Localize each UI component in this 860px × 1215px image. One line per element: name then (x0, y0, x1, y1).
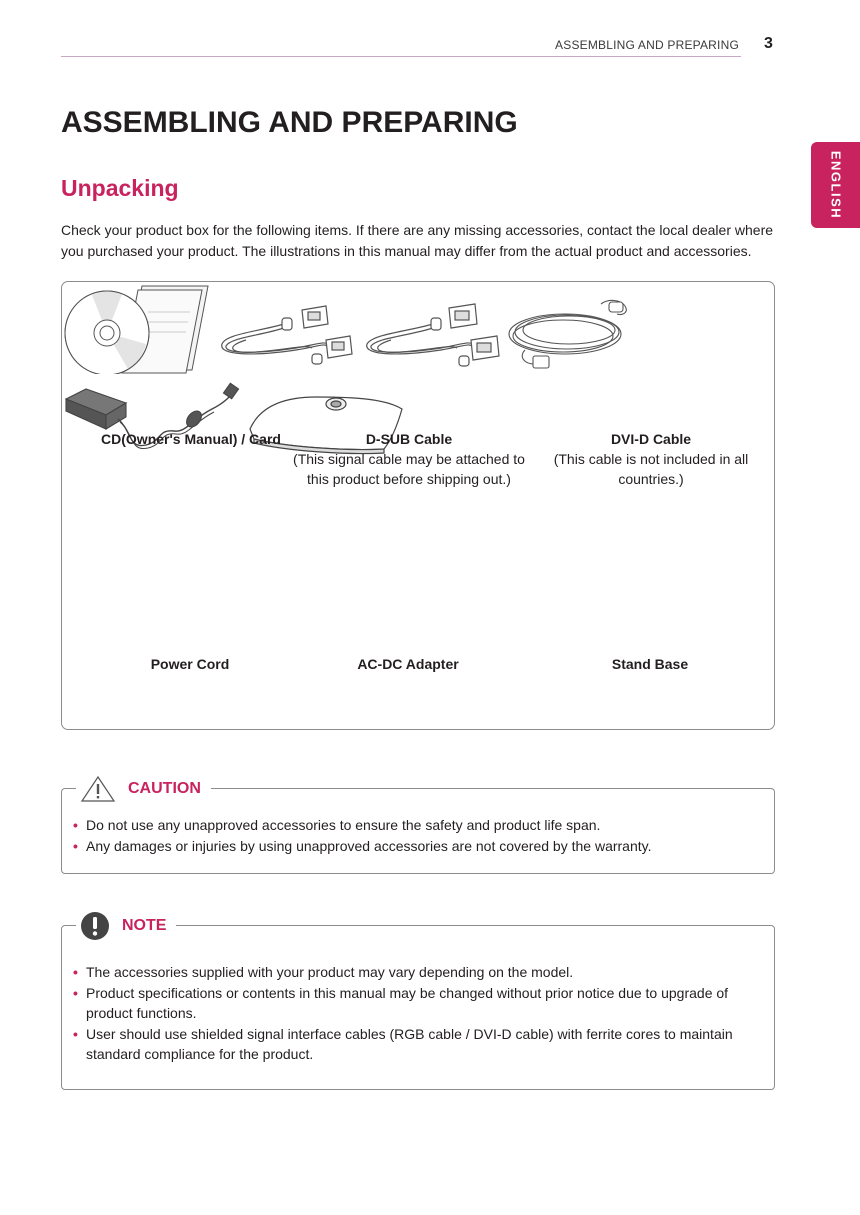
bullet-dot: • (73, 838, 78, 854)
items-box (61, 281, 775, 730)
language-tab-label: ENGLISH (828, 150, 843, 220)
intro-paragraph: Check your product box for the following items. If there are any missing accessories, contact the local dealer where you purchased your product. The illustrations in this manual may differ from the actual product and accessories. (61, 222, 774, 259)
list-item-text: The accessories supplied with your product may vary depending on the model. (86, 964, 574, 980)
item-power-cord (90, 654, 290, 674)
language-tab (811, 142, 860, 228)
item-dvi-cable (540, 429, 762, 489)
item-name: DVI-D Cable (610, 431, 692, 447)
item-name: Stand Base (611, 656, 689, 672)
dvi-cable-icon (361, 302, 501, 374)
item-name: AC-DC Adapter (357, 656, 459, 672)
page-title: ASSEMBLING AND PREPARING (61, 106, 518, 139)
warning-triangle-icon (80, 775, 116, 803)
item-name: Power Cord (150, 656, 230, 672)
note-header (76, 910, 176, 942)
note-list (73, 962, 760, 1065)
note-exclamation-icon (80, 911, 110, 941)
list-item (73, 836, 760, 856)
caution-header (76, 775, 211, 803)
bullet-dot: • (73, 1026, 78, 1042)
bullet-dot: • (73, 964, 78, 980)
section-title: Unpacking (61, 175, 179, 201)
list-item (73, 1024, 760, 1064)
list-item-text: Do not use any unapproved accessories to ensure the safety and product life span. (86, 817, 601, 833)
list-item (73, 983, 760, 1023)
bullet-dot: • (73, 985, 78, 1001)
item-desc: (This cable is not included in all countries.) (553, 451, 749, 487)
item-adapter (308, 654, 508, 674)
page-number: 3 (764, 35, 773, 52)
caution-label: CAUTION (128, 780, 201, 797)
caution-box (61, 780, 775, 874)
cd-card-icon (62, 282, 212, 374)
item-dsub-cable (287, 429, 531, 489)
note-box (61, 917, 775, 1090)
power-cord-icon (505, 294, 635, 374)
list-item-text: Product specifications or contents in this manual may be changed without prior notice due to upgrade of product functions. (86, 985, 729, 1021)
item-desc: (This signal cable may be attached to this product before shipping out.) (293, 451, 525, 487)
header-rule (61, 56, 741, 57)
list-item (73, 962, 760, 982)
list-item (73, 815, 760, 835)
item-name: CD(Owner's Manual) / Card (101, 431, 281, 447)
bullet-dot: • (73, 817, 78, 833)
note-label: NOTE (122, 917, 167, 934)
dsub-cable-icon (216, 304, 356, 374)
list-item-text: Any damages or injuries by using unapproved accessories are not covered by the warranty. (86, 838, 652, 854)
item-cd-card (96, 429, 286, 449)
list-item-text: User should use shielded signal interface cables (RGB cable / DVI-D cable) with ferrite cores to maintain standard compliance for the product. (86, 1026, 733, 1062)
item-name: D-SUB Cable (365, 431, 453, 447)
item-stand-base (550, 654, 750, 674)
running-header-title: ASSEMBLING AND PREPARING (555, 38, 739, 52)
caution-list (73, 815, 760, 857)
